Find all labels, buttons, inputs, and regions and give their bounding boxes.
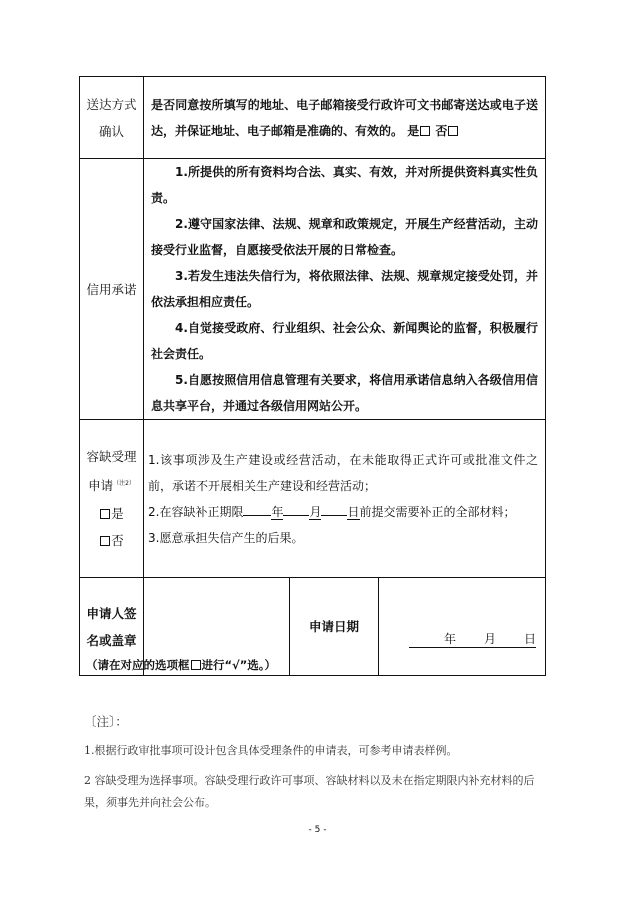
delivery-no-label: 否 (435, 123, 448, 138)
tolerance-item-2-suffix: 前提交需要补正的全部材料； (359, 504, 516, 519)
credit-item-2: 2.遵守国家法律、法规、规章和政策规定，开展生产经营活动，主动接受行业监督，自愿接受依法开展的日常检查。 (151, 217, 539, 257)
notes-heading: 〔注〕： (84, 714, 128, 729)
credit-label: 信用承诺 (86, 281, 137, 297)
delivery-content-cell (144, 77, 546, 159)
date-label: 申请日期 (308, 619, 359, 634)
page-number: - 5 - (308, 825, 327, 835)
tolerance-row (80, 420, 546, 578)
tolerance-item-2-prefix: 2.在容缺补正期限 (148, 504, 244, 519)
delivery-label-line2: 确认 (98, 123, 124, 139)
signature-label-line1: 申请人签 (86, 605, 137, 621)
tolerance-month-blank[interactable] (283, 515, 309, 516)
delivery-text: 是否同意按所填写的地址、电子邮箱接受行政许可文书邮寄送达或电子送达，并保证地址、电子邮箱是准确的、有效的。 (151, 97, 539, 138)
credit-item-1: 1.所提供的所有资料均合法、真实、有效，并对所提供资料真实性负责。 (151, 165, 539, 205)
date-day-label: 日 (524, 632, 537, 646)
date-year-label: 年 (443, 632, 456, 646)
tolerance-yes-checkbox[interactable] (100, 509, 110, 519)
tolerance-label-cell (80, 420, 144, 578)
note-1: 1.根据行政审批事项可设计包含具体受理条件的申请表，可参考申请表样例。 (84, 744, 458, 757)
notes-section (84, 712, 554, 822)
tolerance-month-label: 月 (309, 504, 322, 519)
credit-item-3: 3.若发生违法失信行为，将依照法律、法规、规章规定接受处罚，并依法承担相应责任。 (151, 269, 539, 309)
tolerance-no-checkbox[interactable] (100, 536, 110, 546)
instruction-box-icon (191, 660, 201, 670)
application-form-table (79, 76, 546, 676)
tolerance-day-label: 日 (347, 504, 360, 519)
tolerance-year-label: 年 (271, 504, 284, 519)
selection-instruction (86, 657, 276, 673)
tolerance-label-line1: 容缺受理 (86, 449, 137, 465)
tolerance-item-1: 1.该事项涉及生产建设或经营活动，在未能取得正式许可或批准文件之前，承诺不开展相关生产建设和经营活动； (148, 452, 539, 493)
date-month-label: 月 (484, 632, 497, 646)
tolerance-item-3: 3.愿意承担失信产生的后果。 (148, 530, 304, 545)
delivery-label-cell (80, 77, 144, 159)
tolerance-label-line2: 申请 (88, 478, 114, 494)
selection-instruction-text: （请在对应的选项框 (86, 658, 190, 672)
delivery-label-line1: 送达方式 (86, 96, 137, 112)
tolerance-yes-label: 是 (111, 505, 124, 521)
tolerance-day-blank[interactable] (321, 515, 347, 516)
date-field[interactable] (379, 578, 546, 676)
credit-label-cell (80, 159, 144, 420)
tolerance-year-blank[interactable] (243, 515, 271, 516)
delivery-row (80, 77, 546, 159)
selection-instruction-tail: 进行“√”选。） (201, 658, 277, 672)
credit-item-4: 4.自觉接受政府、行业组织、社会公众、新闻舆论的监督，积极履行社会责任。 (151, 321, 539, 361)
credit-item-5: 5.自愿按照信用信息管理有关要求，将信用承诺信息纳入各级信用信息共享平台，并通过各级信用网站公开。 (151, 373, 539, 413)
credit-content-cell (144, 159, 546, 420)
delivery-yes-label: 是 (407, 123, 420, 138)
tolerance-content-cell (144, 420, 546, 578)
note-2: 2 容缺受理为选择事项。容缺受理行政许可事项、容缺材料以及未在指定期限内补充材料的后果，须事先并向社会公布。 (84, 774, 535, 809)
signature-label-line2: 名或盖章 (86, 632, 137, 648)
tolerance-item-2 (148, 499, 538, 525)
credit-row (80, 159, 546, 420)
delivery-no-checkbox[interactable] (448, 126, 458, 136)
tolerance-note-ref: （注2） (113, 480, 135, 488)
delivery-yes-checkbox[interactable] (420, 126, 430, 136)
date-label-cell (290, 578, 379, 676)
tolerance-no-label: 否 (111, 532, 124, 548)
